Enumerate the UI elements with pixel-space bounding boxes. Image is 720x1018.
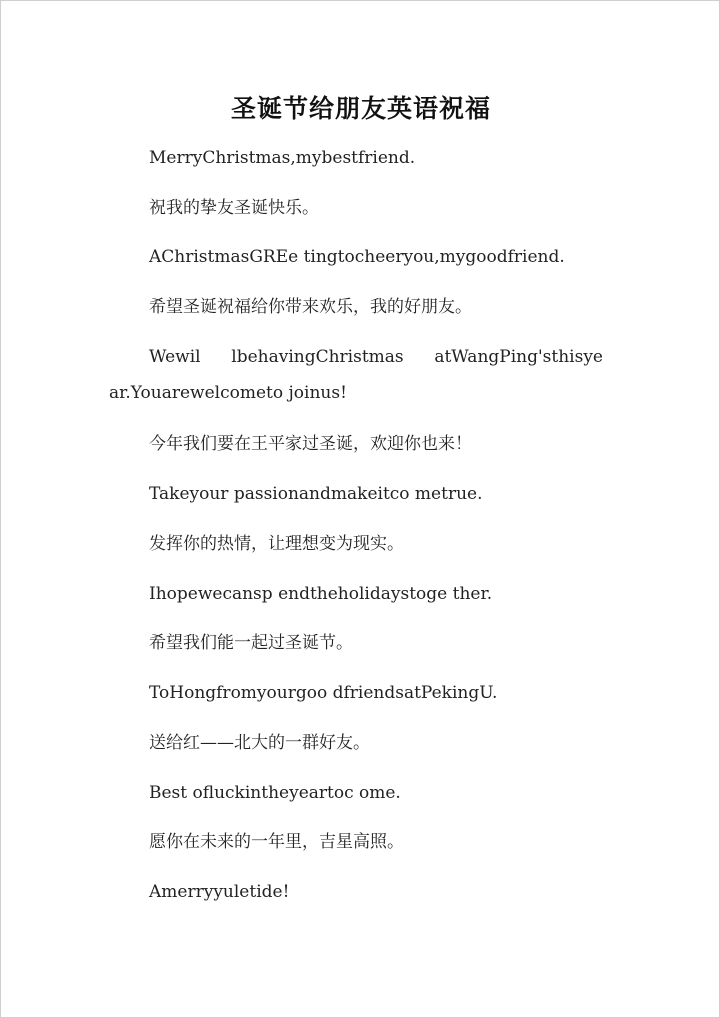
text-line: Takeyour passionandmakeitco metrue. xyxy=(149,484,483,504)
text-line: 祝我的挚友圣诞快乐。 xyxy=(149,198,319,218)
text-segment: lbehavingChristmas xyxy=(231,347,404,367)
text-line: Ihopewecansp endtheholidaystoge ther. xyxy=(149,584,493,604)
text-line: ToHongfromyourgoo dfriendsatPekingU. xyxy=(149,683,498,703)
text-line: 希望我们能一起过圣诞节。 xyxy=(149,633,353,653)
text-line: MerryChristmas,mybestfriend. xyxy=(149,148,416,168)
text-line: 希望圣诞祝福给你带来欢乐，我的好朋友。 xyxy=(149,297,472,317)
text-line: 今年我们要在王平家过圣诞，欢迎你也来！ xyxy=(149,434,472,454)
paragraph-second-row: ar.Youarewelcometo joinus! xyxy=(109,383,347,403)
text-line: 送给红——北大的一群好友。 xyxy=(149,733,370,753)
text-line: 愿你在未来的一年里，吉星高照。 xyxy=(149,832,404,852)
text-line: AChristmasGREe tingtocheeryou,mygoodfriend. xyxy=(149,247,565,267)
text-line: 发挥你的热情，让理想变为现实。 xyxy=(149,534,404,554)
wrapped-paragraph xyxy=(109,347,603,403)
text-line: Best ofluckintheyeartoc ome. xyxy=(149,783,401,803)
text-segment: Wewil xyxy=(149,347,201,367)
page-title: 圣诞节给朋友英语祝福 xyxy=(230,94,491,123)
paragraph-first-row xyxy=(109,347,603,367)
text-segment: atWangPing'sthisye xyxy=(434,347,603,367)
text-line: Amerryyuletide! xyxy=(149,882,290,902)
